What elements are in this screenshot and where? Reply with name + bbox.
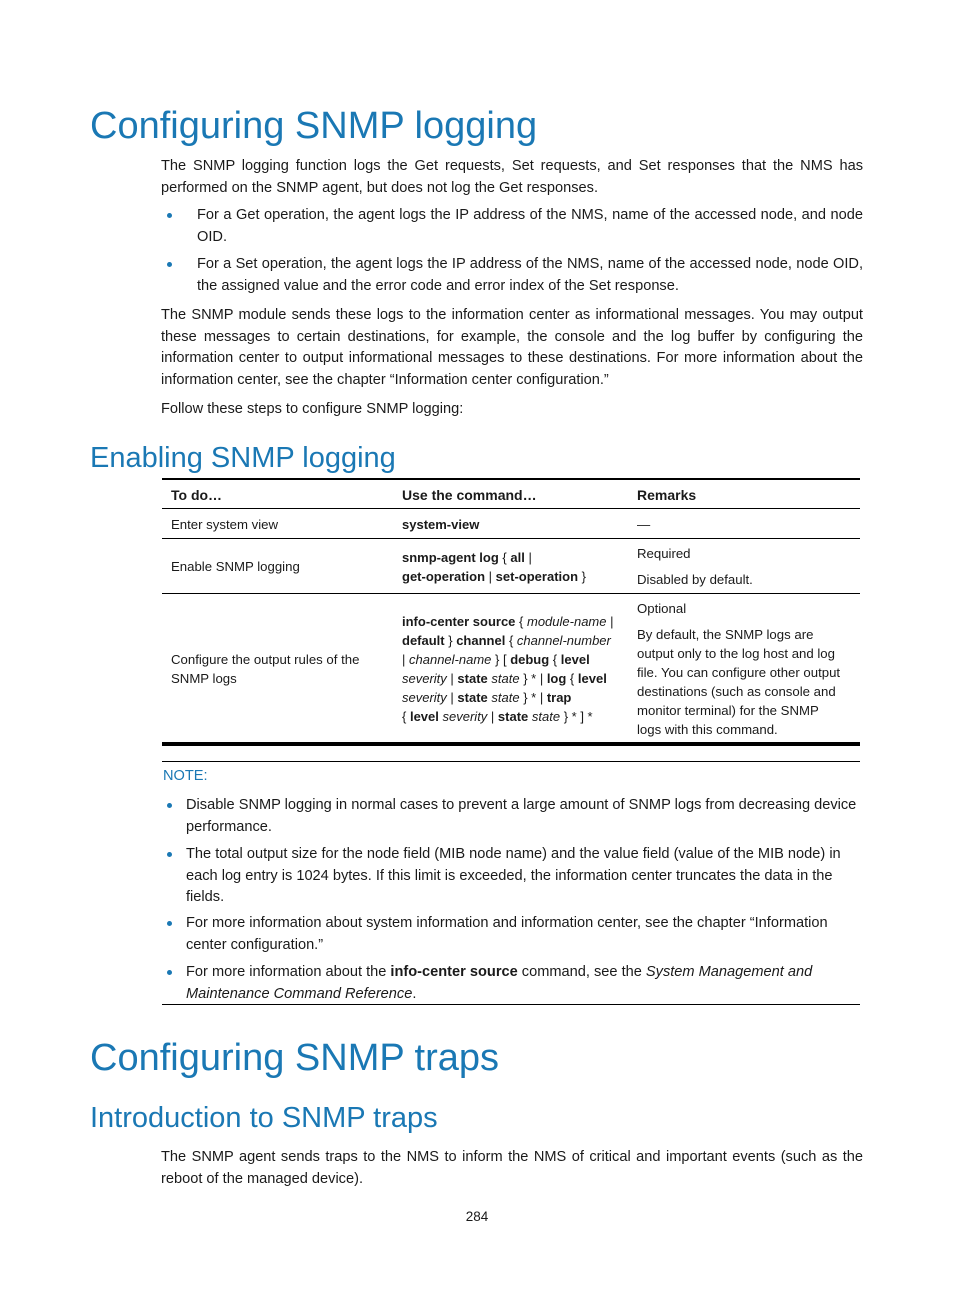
- row3-remarks-line4: destinations (such as console and: [637, 684, 836, 699]
- table-header-remarks: Remarks: [637, 487, 697, 503]
- note-item-more-info: For more information about system information and information center, see the chapter “Information center configuration.”: [186, 915, 828, 953]
- page-title-snmp-logging: Configuring SNMP logging: [90, 105, 538, 147]
- note-last-suffix: .: [412, 985, 417, 1002]
- note-label: NOTE:: [163, 768, 208, 784]
- snmp-logging-intro: The SNMP logging function logs the Get requests, Set requests, and Set responses that the NMS has performed on the SNMP agent, but does not log the Get responses.: [161, 158, 863, 196]
- row3-command-line1: info-center source { module-name |: [402, 614, 614, 629]
- bullet-dot-icon: [167, 213, 172, 218]
- note-item-disable-logging: Disable SNMP logging in normal cases to prevent a large amount of SNMP logs from decreasing device performance.: [186, 797, 857, 835]
- note-item-command-reference: [186, 962, 862, 1005]
- table-top-rule: [162, 478, 860, 480]
- row3-remarks-detail: [637, 625, 859, 739]
- row3-todo-line1: Configure the output rules of the: [171, 652, 360, 667]
- row3-todo: [171, 650, 391, 688]
- note-top-rule: [162, 761, 860, 762]
- bullet-dot-icon: [167, 852, 172, 857]
- bullet-dot-icon: [167, 970, 172, 975]
- row3-remarks-optional: Optional: [637, 601, 687, 616]
- row3-remarks-line1: By default, the SNMP logs are: [637, 627, 814, 642]
- note-bottom-rule: [162, 1004, 860, 1005]
- follow-steps-text: Follow these steps to configure SNMP logging:: [161, 401, 464, 417]
- note-last-middle: command, see the: [517, 964, 646, 980]
- bullet-set-operation: For a Set operation, the agent logs the IP address of the NMS, name of the accessed node, node OID, the assigned value and the error code and error index of the Set response.: [197, 256, 863, 294]
- heading-enabling-snmp-logging: Enabling SNMP logging: [90, 442, 396, 474]
- row3-command-line5: severity | state state } * | trap: [402, 690, 572, 705]
- row2-command-line2: get-operation | set-operation }: [402, 569, 586, 584]
- page-number: 284: [465, 1209, 489, 1224]
- bullet-get-operation: For a Get operation, the agent logs the IP address of the NMS, name of the accessed node, and node OID.: [197, 207, 863, 245]
- row3-remarks-line5: monitor terminal) for the SNMP: [637, 703, 819, 718]
- information-center-paragraph: The SNMP module sends these logs to the information center as informational messages. You may output these messages to certain destinations, for example, the console and the log buffer by configuring the information center to output informational messages to these destinations. For more information about the information center, see the chapter “Information center configuration.”: [161, 307, 863, 388]
- row3-command-line2: default } channel { channel-number: [402, 633, 611, 648]
- row2-command-line1: snmp-agent log { all |: [402, 550, 532, 565]
- row3-command-line6: { level severity | state state } * ] *: [402, 709, 593, 724]
- row1-command: system-view: [402, 517, 480, 532]
- row3-command: [402, 612, 630, 726]
- note-last-prefix: For more information about the: [186, 964, 391, 980]
- table-bottom-rule: [162, 742, 860, 746]
- row1-remarks: —: [637, 517, 651, 532]
- row3-remarks-line2: output only to the log host and log: [637, 646, 835, 661]
- table-header-command: Use the command…: [402, 487, 537, 503]
- row2-todo: Enable SNMP logging: [171, 559, 300, 574]
- snmp-traps-intro: The SNMP agent sends traps to the NMS to inform the NMS of critical and important events (such as the reboot of the managed device).: [161, 1149, 863, 1187]
- row3-remarks-line3: file. You can configure other output: [637, 665, 841, 680]
- note-item-output-size: The total output size for the node field (MIB node name) and the value field (value of the MIB node) in each log entry is 1024 bytes. If this limit is exceeded, the information center truncates the data in the fields.: [186, 846, 841, 905]
- heading-introduction-snmp-traps: Introduction to SNMP traps: [90, 1102, 438, 1134]
- table-header-todo: To do…: [171, 487, 223, 503]
- row2-command: [402, 548, 627, 586]
- note-last-command: info-center source: [390, 964, 518, 980]
- table-row-rule: [162, 538, 860, 539]
- note-last-reference: System Management and Maintenance Command Reference: [186, 964, 813, 1002]
- table-header-rule: [162, 508, 860, 509]
- page-title-snmp-traps: Configuring SNMP traps: [90, 1037, 500, 1079]
- row3-command-line3: | channel-name } [ debug { level: [402, 652, 590, 667]
- row1-todo: Enter system view: [171, 517, 278, 532]
- row3-remarks-line6: logs with this command.: [637, 722, 778, 737]
- bullet-dot-icon: [167, 921, 172, 926]
- bullet-dot-icon: [167, 803, 172, 808]
- row2-remarks-required: Required: [637, 546, 691, 561]
- row2-remarks-default: Disabled by default.: [637, 572, 753, 587]
- row3-command-line4: severity | state state } * | log { level: [402, 671, 607, 686]
- bullet-dot-icon: [167, 262, 172, 267]
- table-row-rule: [162, 593, 860, 594]
- row3-todo-line2: SNMP logs: [171, 671, 237, 686]
